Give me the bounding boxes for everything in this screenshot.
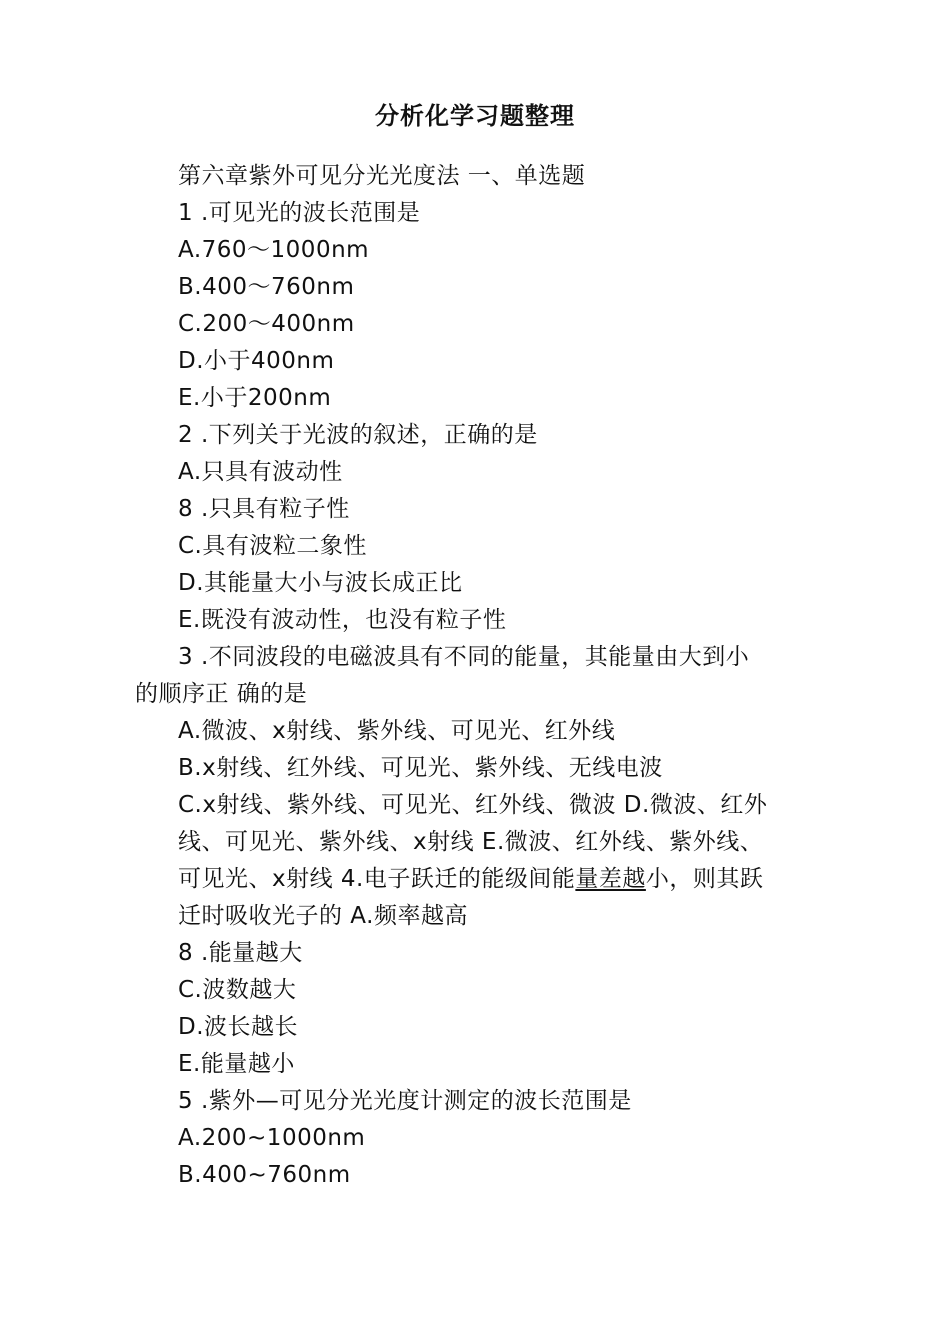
q3-option-b: B.x射线、红外线、可见光、紫外线、无线电波 xyxy=(178,755,663,781)
q1-option-c: C.200～400nm xyxy=(178,311,355,337)
document-body xyxy=(135,158,828,1194)
q5-option-a: A.200~1000nm xyxy=(178,1125,366,1151)
q3-option-e-question-4 xyxy=(178,861,828,898)
q4-option-b: 8 .能量越大 xyxy=(178,940,303,966)
q2-option-c: C.具有波粒二象性 xyxy=(178,533,367,559)
q3-option-c-d: C.x射线、紫外线、可见光、红外线、微波 D.微波、红外 xyxy=(178,792,768,818)
q1-option-d: D.小于400nm xyxy=(178,348,335,374)
q3-option-d-e: 线、可见光、紫外线、x射线 E.微波、红外线、紫外线、 xyxy=(178,829,764,855)
underlined-text: 量差越 xyxy=(575,866,646,892)
question-2: 2 .下列关于光波的叙述，正确的是 xyxy=(178,422,538,448)
q2-option-d: D.其能量大小与波长成正比 xyxy=(178,570,463,596)
question-5: 5 .紫外—可见分光光度计测定的波长范围是 xyxy=(178,1088,632,1114)
question-1: 1 .可见光的波长范围是 xyxy=(178,200,421,226)
q2-option-a: A.只具有波动性 xyxy=(178,459,343,485)
q1-option-e: E.小于200nm xyxy=(178,385,332,411)
q2-option-e: E.既没有波动性，也没有粒子性 xyxy=(178,607,507,633)
q2-option-b: 8 .只具有粒子性 xyxy=(178,496,350,522)
q5-option-b: B.400~760nm xyxy=(178,1162,351,1188)
q4-option-e: E.能量越小 xyxy=(178,1051,295,1077)
document-title: 分析化学习题整理 xyxy=(375,101,575,130)
q3-option-a: A.微波、x射线、紫外线、可见光、红外线 xyxy=(178,718,616,744)
chapter-heading: 第六章紫外可见分光光度法 一、单选题 xyxy=(178,163,586,189)
q4-text-start: 可见光、x射线 4.电子跃迁的能级间能 xyxy=(178,866,576,892)
q4-text-end: 小，则其跃 xyxy=(645,866,764,892)
q4-option-d: D.波长越长 xyxy=(178,1014,299,1040)
q1-option-b: B.400～760nm xyxy=(178,274,355,300)
question-4-continued: 迁时吸收光子的 A.频率越高 xyxy=(178,903,468,929)
q1-option-a: A.760～1000nm xyxy=(178,237,370,263)
q4-option-c: C.波数越大 xyxy=(178,977,297,1003)
question-3: 3 .不同波段的电磁波具有不同的能量，其能量由大到小 xyxy=(178,644,750,670)
question-3-continued: 的顺序正 确的是 xyxy=(135,681,308,707)
